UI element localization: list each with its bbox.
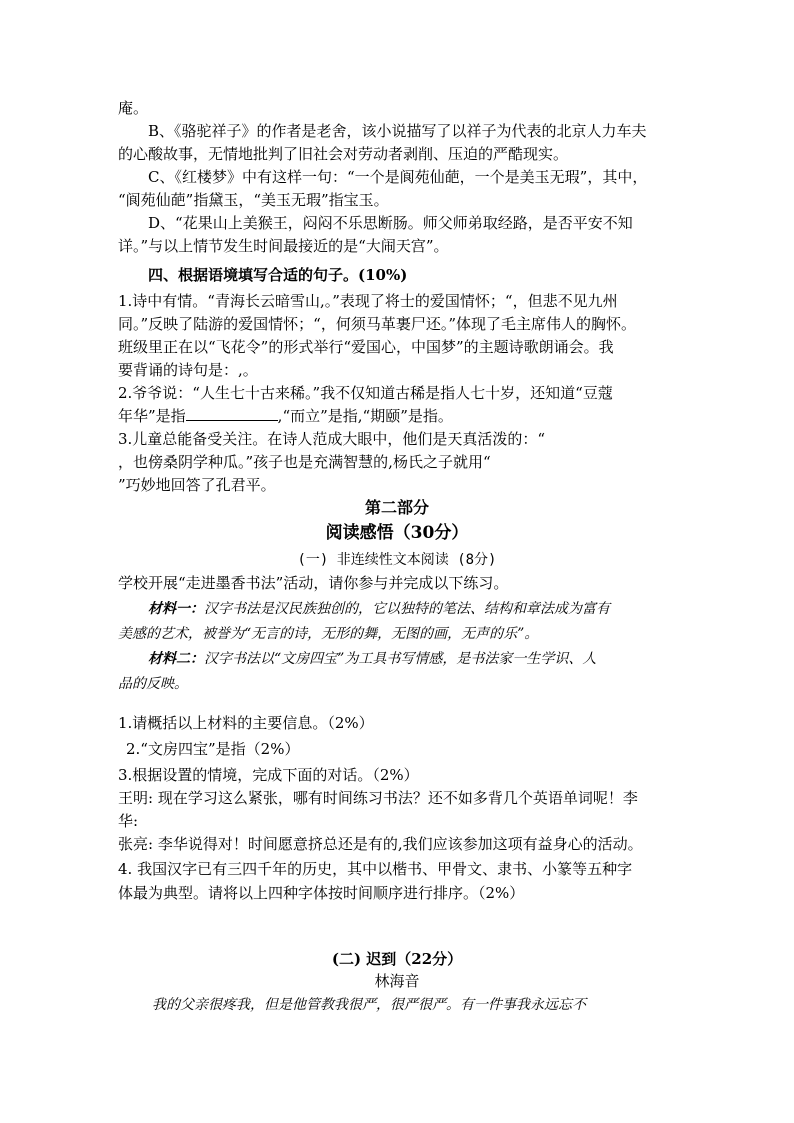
section-4-title: 四、根据语境填写合适的句子。(10%)	[148, 266, 408, 284]
question-1-line: 班级里正在以“飞花令”的形式举行“爱国心，中国梦”的主题诗歌朗诵会。我	[118, 338, 614, 356]
material-1-text: 汉字书法是汉民族独创的，它以独特的笔法、结构和章法成为富有	[204, 601, 610, 617]
question-3-line: ”巧妙地回答了孔君平。	[118, 476, 276, 494]
story-line: 我的父亲很疼我，但是他管教我很严，很严很严。有一件事我永远忘不	[152, 997, 586, 1013]
option-d-line: D、“花果山上美猴王，闷闷不乐思断肠。师父师弟取经路，是否平安不知	[148, 214, 633, 232]
dialogue-line: 华:	[118, 812, 139, 830]
dialogue-line: 王明: 现在学习这么紧张，哪有时间练习书法？还不如多背几个英语单词呢！李	[118, 789, 638, 807]
exercise-4: 体最为典型。请将以上四种字体按时间顺序进行排序。（2%）	[118, 884, 525, 902]
material-1-label: 材料一：	[148, 601, 204, 617]
material-2-label: 材料二：	[148, 651, 204, 667]
text-line: 详。”与以上情节发生时间最接近的是“大闹天宫”。	[118, 237, 449, 255]
option-c-line: C、《红楼梦》中有这样一句：“一个是阆苑仙葩，一个是美玉无瑕”，其中，	[148, 168, 648, 186]
material-2-line: 品的反映。	[118, 676, 188, 692]
exercise-2: 2.“文房四宝”是指（2%）	[126, 740, 300, 758]
material-1-line	[148, 598, 610, 620]
question-3-line: ，也傍桑阴学种瓜。”孩子也是充满智慧的,杨氏之子就用“	[118, 453, 491, 471]
text-line: 的心酸故事，无情地批判了旧社会对劳动者剥削、压迫的严酷现实。	[118, 145, 569, 163]
author-name: 林海音	[374, 972, 420, 990]
part-2-title: 第二部分	[364, 498, 429, 517]
answer-blank[interactable]	[186, 406, 278, 421]
question-2-line	[118, 405, 453, 427]
question-1-line: 1.诗中有情。“青海长云暗雪山,。”表现了将士的爱国情怀；“，但悲不见九州	[118, 292, 618, 310]
reading-section-title: 阅读感悟（30分）	[325, 523, 469, 543]
question-1-line: 要背诵的诗句是：,。	[118, 361, 258, 379]
text-line: “阆苑仙葩”指黛玉，“美玉无瑕”指宝玉。	[118, 191, 389, 209]
activity-intro: 学校开展“走进墨香书法”活动，请你参与并完成以下练习。	[118, 574, 509, 592]
exercise-4: 4. 我国汉字已有三四千年的历史，其中以楷书、甲骨文、隶书、小篆等五种字	[118, 860, 633, 878]
subsection-2-title: (二) 迟到（22分）	[331, 950, 463, 968]
question-3-line: 3.儿童总能备受关注。在诗人范成大眼中，他们是天真活泼的：“	[118, 430, 545, 448]
question-2-line: 2.爷爷说：“人生七十古来稀。”我不仅知道古稀是指人七十岁，还知道“豆蔻	[118, 384, 613, 402]
text-line: 庵。	[118, 99, 149, 117]
question-2-text-a: 年华”是指	[118, 407, 186, 425]
question-2-text-b: ,“而立”是指,“期颐”是指。	[277, 407, 453, 425]
exercise-1: 1.请概括以上材料的主要信息。（2%）	[118, 714, 374, 732]
exercise-3: 3.根据设置的情境，完成下面的对话。（2%）	[118, 766, 419, 784]
material-1-line: 美感的艺术，被誉为“无言的诗，无形的舞，无图的画，无声的乐”。	[118, 626, 539, 642]
question-1-line: 同。”反映了陆游的爱国情怀；“，何须马革裹尸还。”体现了毛主席伟人的胸怀。	[118, 315, 637, 333]
subsection-1-title: (一) 非连续性文本阅读 (8分)	[297, 552, 497, 568]
dialogue-line: 张亮: 李华说得对！时间愿意挤总还是有的,我们应该参加这项有益身心的活动。	[118, 835, 643, 853]
material-2-line	[148, 648, 596, 670]
option-b-line: B、《骆驼祥子》的作者是老舍，该小说描写了以祥子为代表的北京人力车夫	[148, 122, 647, 140]
material-2-text: 汉字书法以“文房四宝”为工具书写情感，是书法家一生学识、人	[204, 651, 597, 667]
